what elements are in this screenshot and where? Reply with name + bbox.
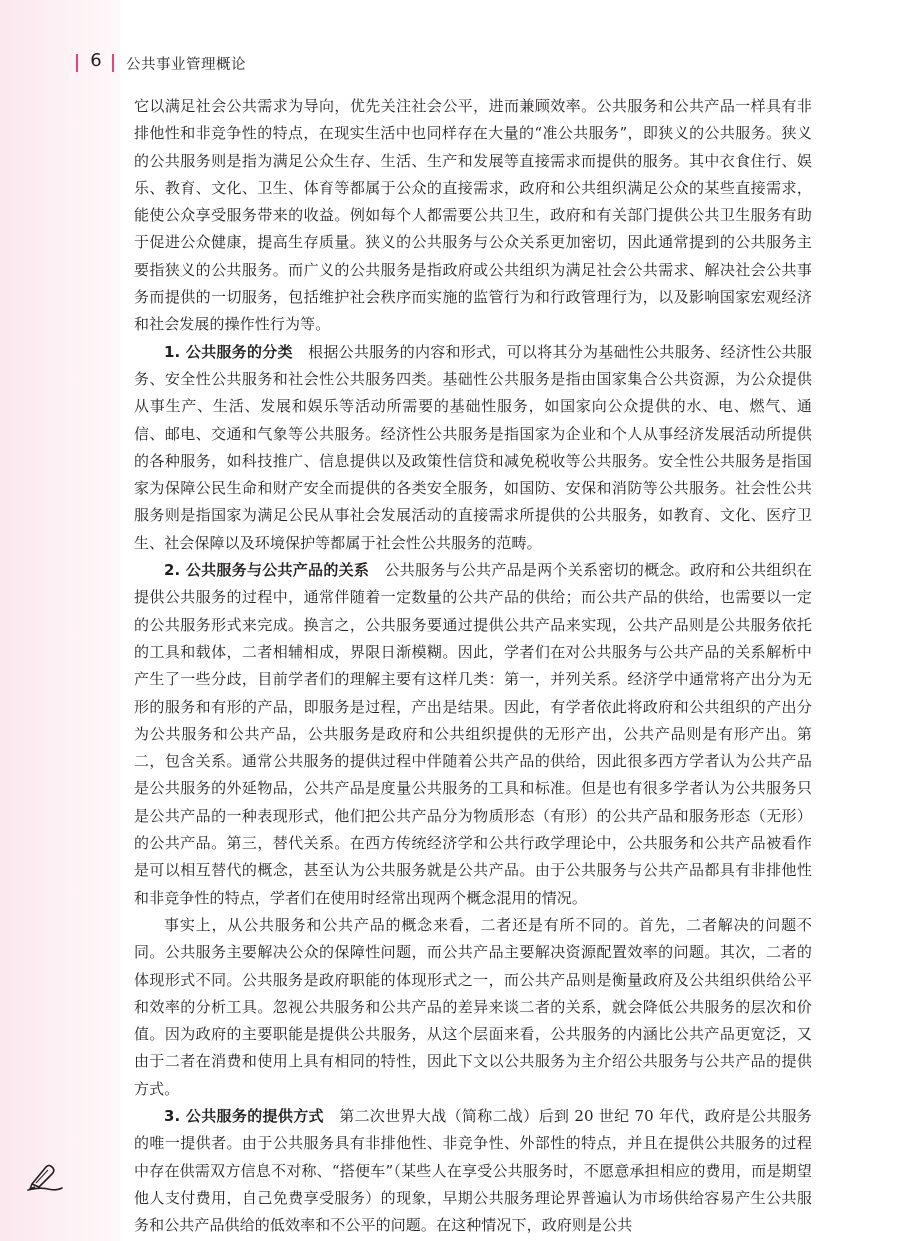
header-accent-bar xyxy=(112,54,114,72)
margin-decoration xyxy=(0,0,120,1241)
section-heading: 3. 公共服务的提供方式 xyxy=(164,1106,324,1125)
page-number: 6 xyxy=(90,50,102,71)
paragraph-text: 它以满足社会公共需求为导向，优先关注社会公平，进而兼顾效率。公共服务和公共产品一样具有非排他性和非竞争性的特点，在现实生活中也同样存在大量的“准公共服务”，即狭义的公共服务。狭义的公共服务则是指为满足公众生存、生活、生产和发展等直接需求而提供的服务。其中衣食住行、娱乐、教育、文化、卫生、体育等都属于公众的直接需求，政府和公共组织满足公众的某些直接需求，能使公众享受服务带来的收益。例如每个人都需要公共卫生，政府和有关部门提供公共卫生服务有助于促进公众健康，提高生存质量。狭义的公共服务与公众关系更加密切，因此通常提到的公共服务主要指狭义的公共服务。而广义的公共服务是指政府或公共组织为满足社会公共需求、解决社会公共事务而提供的一切服务，包括维护社会秩序而实施的监管行为和行政管理行为，以及影响国家宏观经济和社会发展的操作性行为等。 xyxy=(134,97,812,334)
section-heading: 2. 公共服务与公共产品的关系 xyxy=(164,561,370,580)
header-accent-bar xyxy=(76,54,78,72)
running-header xyxy=(0,50,900,76)
body-text xyxy=(134,93,812,1239)
paragraph-text: 第二次世界大战（简称二战）后到 20 世纪 70 年代，政府是公共服务的唯一提供者。由于公共服务具有非排他性、非竞争性、外部性的特点，并且在提供公共服务的过程中存在供需双方信息不对称、“搭便车”（某些人在享受公共服务时，不愿意承担相应的费用，而是期望他人支付费用，自己免费享受服务）的现象，早期公共服务理论界普遍认为市场供给容易产生公共服务和公共产品供给的低效率和不公平的问题。在这种情况下，政府则是公共 xyxy=(134,1106,813,1235)
paragraph xyxy=(134,912,812,1103)
paragraph xyxy=(134,93,812,339)
paragraph-text: 事实上，从公共服务和公共产品的概念来看，二者还是有所不同的。首先，二者解决的问题不同。公共服务主要解决公众的保障性问题，而公共产品主要解决资源配置效率的问题。其次，二者的体现形式不同。公共服务是政府职能的体现形式之一，而公共产品则是衡量政府及公共组织供给公平和效率的分析工具。忽视公共服务和公共产品的差异来谈二者的关系，就会降低公共服务的层次和价值。因为政府的主要职能是提供公共服务，从这个层面来看，公共服务的内涵比公共产品更宽泛，又由于二者在消费和使用上具有相同的特性，因此下文以公共服务为主介绍公共服务与公共产品的提供方式。 xyxy=(134,915,812,1098)
paragraph xyxy=(134,339,812,557)
paragraph xyxy=(134,1103,812,1239)
book-title: 公共事业管理概论 xyxy=(126,57,246,73)
paragraph-text: 公共服务与公共产品是两个关系密切的概念。政府和公共组织在提供公共服务的过程中，通常伴随着一定数量的公共产品的供给；而公共产品的供给，也需要以一定的公共服务形式来完成。换言之，公共服务要通过提供公共产品来实现，公共产品则是公共服务依托的工具和载体，二者相辅相成，界限日渐模糊。因此，学者们在对公共服务与公共产品的关系解析中产生了一些分歧，目前学者们的理解主要有这样几类：第一，并列关系。经济学中通常将产出分为无形的服务和有形的产品，即服务是过程，产出是结果。因此，有学者依此将政府和公共组织的产出分为公共服务和公共产品，公共服务是政府和公共组织提供的无形产出，公共产品则是有形产出。第二，包含关系。通常公共服务的提供过程中伴随着公共产品的供给，因此很多西方学者认为公共产品是公共服务的外延物品，公共产品是度量公共服务的工具和标准。但是也有很多学者认为公共服务只是公共产品的一种表现形式，他们把公共产品分为物质形态（有形）的公共产品和服务形态（无形）的公共产品。第三，替代关系。在西方传统经济学和公共行政学理论中，公共服务和公共产品被看作是可以相互替代的概念，甚至认为公共服务就是公共产品。由于公共服务与公共产品都具有非排他性和非竞争性的特点，学者们在使用时经常出现两个概念混用的情况。 xyxy=(134,561,812,907)
paragraph-text: 根据公共服务的内容和形式，可以将其分为基础性公共服务、经济性公共服务、安全性公共服务和社会性公共服务四类。基础性公共服务是指由国家集合公共资源，为公众提供从事生产、生活、发展和娱乐等活动所需要的基础性服务，如国家向公众提供的水、电、燃气、通信、邮电、交通和气象等公共服务。经济性公共服务是指国家为企业和个人从事经济发展活动所提供的各种服务，如科技推广、信息提供以及政策性信贷和减免税收等公共服务。安全性公共服务是指国家为保障公民生命和财产安全而提供的各类安全服务，如国防、安保和消防等公共服务。社会性公共服务则是指国家为满足公民从事社会发展活动的直接需求所提供的公共服务，如教育、文化、医疗卫生、社会保障以及环境保护等都属于社会性公共服务的范畴。 xyxy=(134,342,812,552)
section-heading: 1. 公共服务的分类 xyxy=(164,342,293,361)
pen-writing-icon xyxy=(26,1162,64,1192)
paragraph xyxy=(134,557,812,912)
